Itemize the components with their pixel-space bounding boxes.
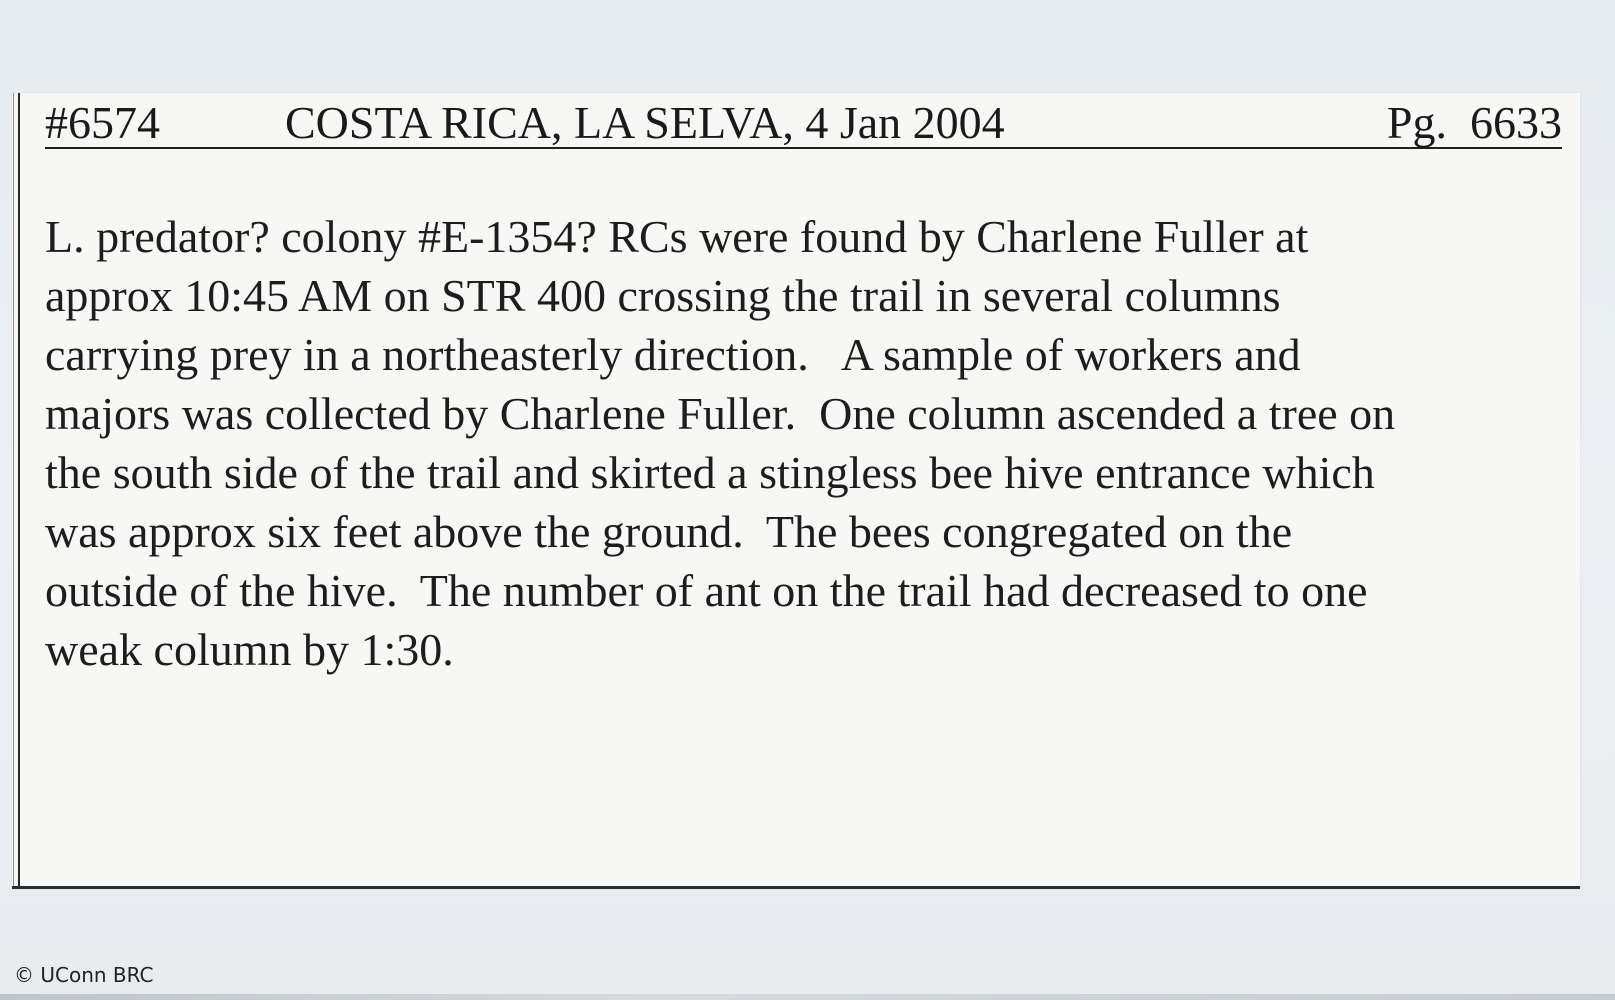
text-line: majors was collected by Charlene Fuller. One column ascended a tree on — [45, 388, 1396, 439]
specimen-number: #6574 — [45, 97, 160, 148]
text-line: L. predator? colony #E-1354? RCs were found by Charlene Fuller at — [45, 211, 1309, 262]
field-note-text — [45, 207, 1570, 679]
scan-bottom-edge — [0, 994, 1615, 1000]
card-left-edge — [13, 93, 14, 889]
text-line: was approx six feet above the ground. The bees congregated on the — [45, 506, 1293, 557]
text-line: carrying prey in a northeasterly direction. A sample of workers and — [45, 329, 1301, 380]
location-date: COSTA RICA, LA SELVA, 4 Jan 2004 — [285, 97, 1005, 148]
page-number: Pg. 6633 — [1386, 97, 1562, 148]
text-line: outside of the hive. The number of ant on the trail had decreased to one — [45, 565, 1368, 616]
card-header — [45, 99, 1562, 149]
card-left-rule — [18, 93, 20, 889]
text-line: the south side of the trail and skirted a stingless bee hive entrance which — [45, 447, 1375, 498]
text-line: weak column by 1:30. — [45, 624, 454, 675]
card-bottom-rule — [12, 886, 1580, 889]
text-line: approx 10:45 AM on STR 400 crossing the trail in several columns — [45, 270, 1281, 321]
field-note-card — [12, 93, 1580, 889]
copyright-notice: © UConn BRC — [14, 963, 154, 987]
